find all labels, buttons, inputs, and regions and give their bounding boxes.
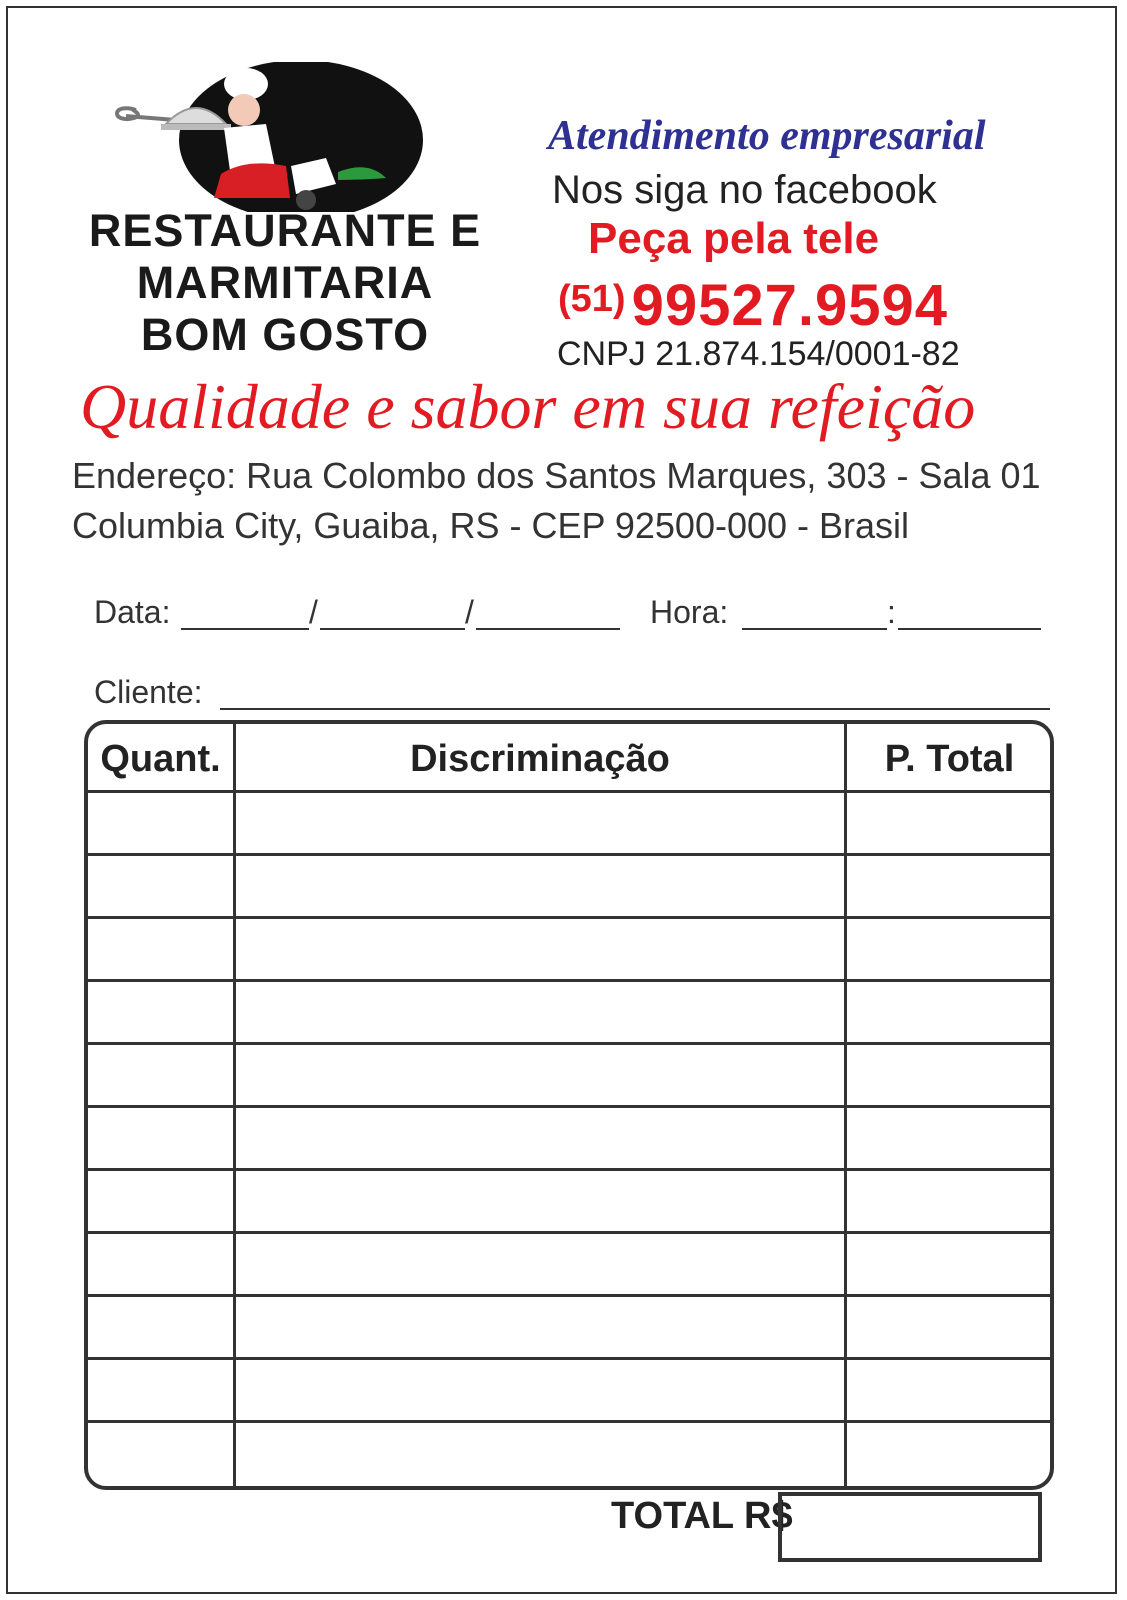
date-label: Data:: [94, 594, 171, 630]
table-row: [88, 1231, 1050, 1234]
restaurant-name-line2: MARMITARIA: [136, 257, 434, 308]
time-minute-line[interactable]: [898, 628, 1041, 630]
table-row: [88, 916, 1050, 919]
phone-area-code: (51): [558, 278, 626, 320]
total-amount-box[interactable]: [778, 1492, 1042, 1562]
table-row: [88, 1294, 1050, 1297]
table-row: [88, 1357, 1050, 1360]
address-line1: Endereço: Rua Colombo dos Santos Marques, 303 - Sala 01: [72, 455, 1041, 496]
service-tagline: Atendimento empresarial: [548, 113, 986, 159]
table-row: [88, 979, 1050, 982]
header-description: Discriminação: [410, 738, 670, 780]
client-label: Cliente:: [94, 674, 203, 710]
address-line2: Columbia City, Guaiba, RS - CEP 92500-000 - Brasil: [72, 505, 910, 546]
date-separator-2: /: [465, 594, 474, 630]
date-month-line[interactable]: [320, 628, 465, 630]
client-name-line[interactable]: [220, 708, 1050, 710]
table-row: [88, 1105, 1050, 1108]
restaurant-name: [55, 205, 515, 361]
time-label: Hora:: [650, 594, 729, 630]
order-by-phone-text: Peça pela tele: [588, 214, 880, 263]
restaurant-name-line1: RESTAURANTE E: [88, 205, 482, 256]
chef-scooter-logo-icon: [106, 62, 424, 212]
phone-number: [558, 272, 948, 339]
table-row: [88, 1042, 1050, 1045]
table-row: [88, 1168, 1050, 1171]
cnpj-number: CNPJ 21.874.154/0001-82: [557, 335, 960, 373]
total-label: TOTAL R$: [611, 1495, 793, 1537]
restaurant-name-line3: BOM GOSTO: [140, 309, 430, 360]
facebook-follow-text: Nos siga no facebook: [552, 168, 937, 212]
time-hour-line[interactable]: [742, 628, 887, 630]
slogan: Qualidade e sabor em sua refeição: [80, 371, 976, 442]
time-separator: :: [887, 594, 896, 630]
date-separator-1: /: [309, 594, 318, 630]
items-table: [84, 720, 1054, 1490]
table-row: [88, 790, 1050, 793]
header-total-price: P. Total: [884, 738, 1015, 780]
header-quantity: Quant.: [100, 738, 221, 780]
table-row: [88, 1420, 1050, 1423]
phone-main-number: 99527.9594: [631, 273, 949, 338]
table-row: [88, 853, 1050, 856]
date-year-line[interactable]: [476, 628, 620, 630]
date-day-line[interactable]: [181, 628, 309, 630]
